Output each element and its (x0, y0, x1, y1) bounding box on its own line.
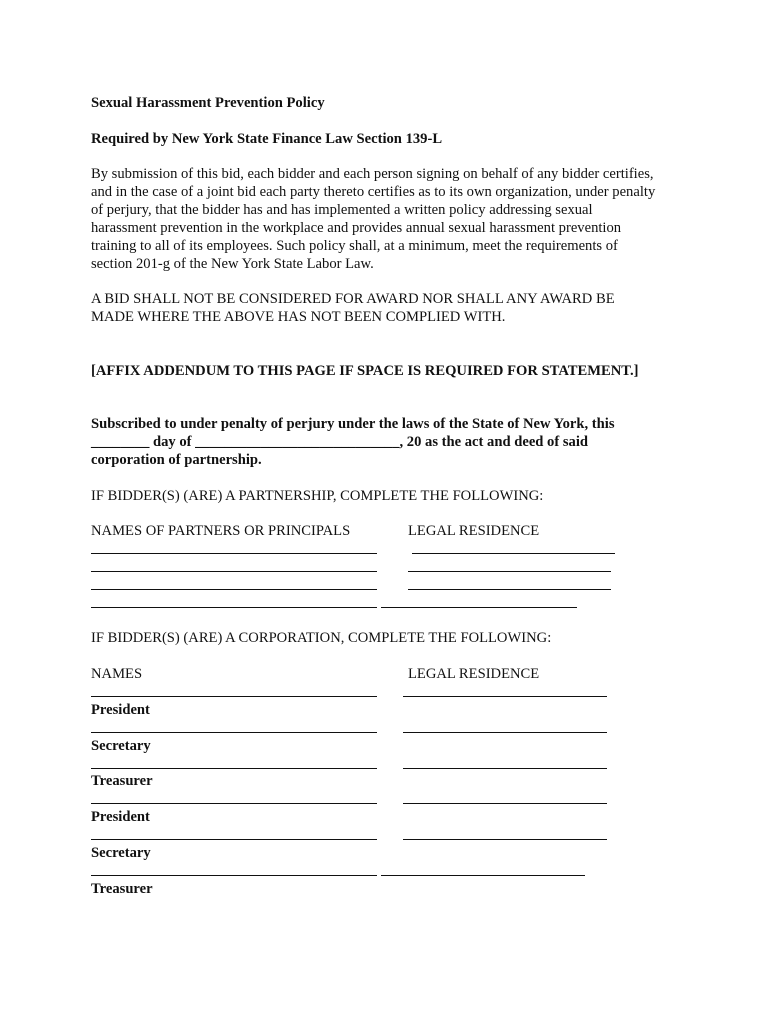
corporation-residence-header: LEGAL RESIDENCE (408, 666, 540, 682)
partner-residence-field[interactable] (381, 607, 577, 608)
partnership-residence-header: LEGAL RESIDENCE (408, 523, 540, 539)
officer-label-secretary: Secretary (91, 738, 151, 754)
officer-label-treasurer: Treasurer (91, 773, 153, 789)
officer-label-president: President (91, 809, 150, 825)
partnership-heading: IF BIDDER(S) (ARE) A PARTNERSHIP, COMPLETE THE FOLLOWING: (91, 488, 544, 504)
addendum-note: [AFFIX ADDENDUM TO THIS PAGE IF SPACE IS REQUIRED FOR STATEMENT.] (91, 363, 639, 379)
officer-name-field[interactable] (91, 839, 377, 840)
officer-name-field[interactable] (91, 696, 377, 697)
partner-name-field[interactable] (91, 571, 377, 572)
subscription-line: Subscribed to under penalty of perjury under the laws of the State of New York, this (91, 416, 615, 432)
officer-residence-field[interactable] (403, 768, 607, 769)
document-title: Sexual Harassment Prevention Policy (91, 95, 325, 111)
partner-residence-field[interactable] (408, 571, 611, 572)
officer-residence-field[interactable] (403, 803, 607, 804)
paragraph-line: By submission of this bid, each bidder and each person signing on behalf of any bidder certifies, (91, 166, 654, 182)
partner-residence-field[interactable] (412, 553, 615, 554)
officer-label-president: President (91, 702, 150, 718)
partner-name-field[interactable] (91, 553, 377, 554)
officer-label-secretary: Secretary (91, 845, 151, 861)
partner-name-field[interactable] (91, 589, 377, 590)
officer-name-field[interactable] (91, 875, 377, 876)
partnership-names-header: NAMES OF PARTNERS OR PRINCIPALS (91, 523, 351, 539)
paragraph-line: and in the case of a joint bid each party thereto certifies as to its own organization, under penalty (91, 184, 656, 200)
officer-name-field[interactable] (91, 803, 377, 804)
officer-residence-field[interactable] (403, 732, 607, 733)
warning-line: A BID SHALL NOT BE CONSIDERED FOR AWARD NOR SHALL ANY AWARD BE (91, 291, 615, 307)
corporation-names-header: NAMES (91, 666, 143, 682)
paragraph-line: section 201-g of the New York State Labor Law. (91, 256, 374, 272)
corporation-heading: IF BIDDER(S) (ARE) A CORPORATION, COMPLETE THE FOLLOWING: (91, 630, 552, 646)
subscription-line: ________ day of ____________________________, 20 as the act and deed of said (91, 434, 589, 450)
paragraph-line: harassment prevention in the workplace and provides annual sexual harassment prevention (91, 220, 622, 236)
partner-name-field[interactable] (91, 607, 377, 608)
officer-name-field[interactable] (91, 732, 377, 733)
paragraph-line: of perjury, that the bidder has and has implemented a written policy addressing sexual (91, 202, 593, 218)
officer-residence-field[interactable] (403, 696, 607, 697)
document-subtitle: Required by New York State Finance Law Section 139-L (91, 131, 443, 147)
subscription-line: corporation of partnership. (91, 452, 262, 468)
warning-line: MADE WHERE THE ABOVE HAS NOT BEEN COMPLIED WITH. (91, 309, 506, 325)
officer-name-field[interactable] (91, 768, 377, 769)
officer-residence-field[interactable] (403, 839, 607, 840)
partner-residence-field[interactable] (408, 589, 611, 590)
officer-residence-field[interactable] (381, 875, 585, 876)
paragraph-line: training to all of its employees. Such policy shall, at a minimum, meet the requirements of (91, 238, 618, 254)
officer-label-treasurer: Treasurer (91, 881, 153, 897)
